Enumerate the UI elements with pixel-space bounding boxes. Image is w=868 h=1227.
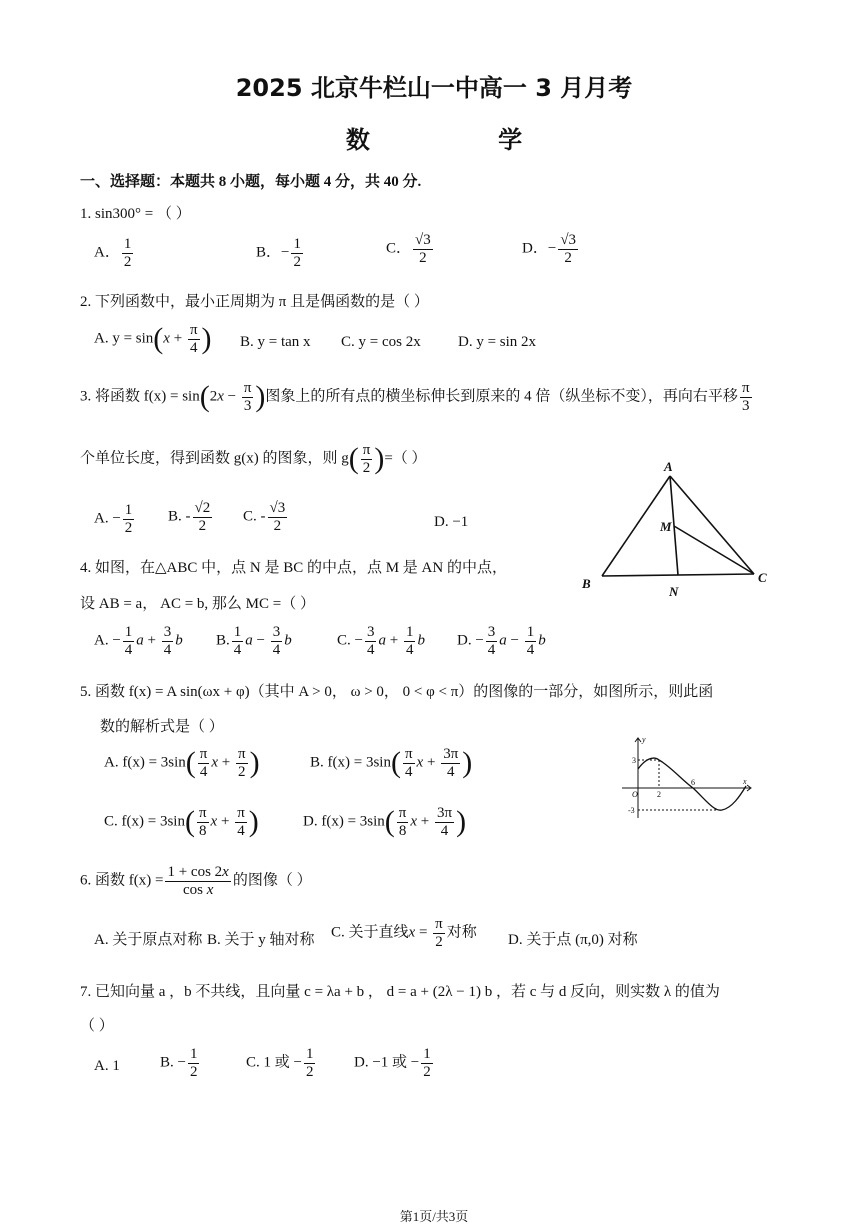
q6-option-c: C. 关于直线x = $\frac{\pi}{2}$ 对称 xyxy=(331,916,477,950)
triangle-figure xyxy=(578,456,778,606)
option-label: B. - xyxy=(168,508,191,525)
q6-option-a: A. 关于原点对称 xyxy=(94,932,203,948)
q2-option-c: C. y = cos 2x xyxy=(341,334,421,350)
option-label: C. 关于直线 xyxy=(331,924,409,941)
q4-option-b: B. $\frac{1}{4}$ a − $\frac{3}{4}$ b xyxy=(216,624,292,658)
page-footer: 第1页/共3页 xyxy=(399,1209,469,1224)
question-1-stem: 1. sin300° = （ ） xyxy=(80,206,191,222)
side-ac xyxy=(670,476,754,574)
q1-option-d: D．− $\frac{√3}{2}$ xyxy=(522,232,577,266)
q7-option-b: B. − $\frac{1}{2}$ xyxy=(160,1046,198,1080)
question-5-stem-line1: 5. 函数 f(x) = A sin(ωx + φ)（其中 A > 0， ω > 0， 0 < φ < π）的图像的一部分，如图所示，则此函 xyxy=(80,684,714,700)
label-b: B xyxy=(582,576,591,591)
graph-tick-minus3: -3 xyxy=(628,806,635,815)
question-3-stem-line2: 个单位长度，得到函数 g(x) 的图象，则 g( $\frac{\pi}{2}$ )=（ ） xyxy=(80,442,427,476)
q5-option-b: B. f(x) = 3sin( $\frac{\pi}{4}$ x + $\frac{3\pi}{4}$ ) xyxy=(310,746,473,780)
option-label: A. f(x) = 3sin xyxy=(104,754,186,771)
option-label: A. − xyxy=(94,510,121,527)
q6-option-b: B. 关于 y 轴对称 xyxy=(207,932,315,948)
graph-origin-label: O xyxy=(632,790,638,799)
label-a: A xyxy=(664,459,673,474)
option-label: B. − xyxy=(160,1054,186,1071)
q2-option-b: B. y = tan x xyxy=(240,334,311,350)
option-label: B. f(x) = 3sin xyxy=(310,754,391,771)
option-label: A． xyxy=(94,244,120,261)
label-m: M xyxy=(660,519,672,534)
q7-option-a: A. 1 xyxy=(94,1058,120,1074)
question-2-stem: 2. 下列函数中，最小正周期为 π 且是偶函数的是（ ） xyxy=(80,294,429,310)
q2-option-d: D. y = sin 2x xyxy=(458,334,537,350)
question-7-paren: （ ） xyxy=(80,1018,114,1034)
q1-option-c: C． $\frac{√3}{2}$ xyxy=(386,232,431,266)
q5-option-d: D. f(x) = 3sin( $\frac{\pi}{8}$ x + $\frac{3\pi}{4}$ ) xyxy=(303,805,467,839)
q3-option-a: A. − $\frac{1}{2}$ xyxy=(94,502,133,536)
option-label: D. − xyxy=(457,632,484,649)
q3-option-c: C. - $\frac{√3}{2}$ xyxy=(243,500,286,534)
question-7-stem: 7. 已知向量 a ，b 不共线，且向量 c = λa + b ， d = a + (2λ − 1) b ，若 c 与 d 反向，则实数 λ 的值为 xyxy=(80,984,720,1000)
subject-title: 数 学 xyxy=(345,126,583,154)
graph-y-label: y xyxy=(642,735,646,744)
option-label: C. f(x) = 3sin xyxy=(104,813,185,830)
q3-option-b: B. - $\frac{√2}{2}$ xyxy=(168,500,211,534)
sine-graph-figure xyxy=(618,734,758,824)
option-label: D. f(x) = 3sin xyxy=(303,813,385,830)
graph-tick-6: 6 xyxy=(691,778,695,787)
option-label: A. y = sin xyxy=(94,330,154,347)
graph-tick-2: 2 xyxy=(657,790,661,799)
option-label: D. −1 或 − xyxy=(354,1054,420,1071)
option-label: B. xyxy=(216,632,230,649)
question-3-stem-line1: 3. 将函数 f(x) = sin(2x − $\frac{\pi}{3}$ )图象上的所有点的横坐标伸长到原来的 4 倍（纵坐标不变），再向右平移 $\frac{\pi}{3}$ xyxy=(80,380,750,414)
option-label: C. − xyxy=(337,632,363,649)
q1-option-b: B．− $\frac{1}{2}$ xyxy=(256,236,301,270)
question-5-stem-line2: 数的解析式是（ ） xyxy=(100,719,224,735)
label-n: N xyxy=(669,584,679,599)
q7-option-d: D. −1 或 − $\frac{1}{2}$ xyxy=(354,1046,431,1080)
q1-option-a: A． $\frac{1}{2}$ xyxy=(94,236,132,270)
option-label: C. 1 或 − xyxy=(246,1054,302,1071)
graph-x-label: x xyxy=(743,777,747,786)
option-label: C. - xyxy=(243,508,266,525)
option-label: B． xyxy=(256,244,282,261)
q2-option-a: A. y = sin(x + $\frac{\pi}{4}$ ) xyxy=(94,322,212,356)
q4-option-c: C. − $\frac{3}{4}$ a + $\frac{1}{4}$ b xyxy=(337,624,425,658)
option-label: A. − xyxy=(94,632,121,649)
graph-tick-3: 3 xyxy=(632,756,636,765)
option-label: D． xyxy=(522,240,548,257)
segment-mc xyxy=(674,526,754,574)
option-label: C． xyxy=(386,240,412,257)
q4-option-d: D. − $\frac{3}{4}$ a − $\frac{1}{4}$ b xyxy=(457,624,546,658)
q5-option-c: C. f(x) = 3sin( $\frac{\pi}{8}$ x + $\frac{\pi}{4}$ ) xyxy=(104,805,259,839)
q3-option-d: D. −1 xyxy=(434,514,469,530)
question-4-stem-line2: 设 AB = a， AC = b, 那么 MC =（ ） xyxy=(80,596,315,612)
page-title: 2025 北京牛栏山一中高一 3 月月考 xyxy=(235,74,633,102)
q4-option-a: A. − $\frac{1}{4}$ a + $\frac{3}{4}$ b xyxy=(94,624,183,658)
q5-option-a: A. f(x) = 3sin( $\frac{\pi}{4}$ x + $\frac{\pi}{2}$ ) xyxy=(104,746,260,780)
question-6-stem: 6. 函数 f(x) = $\frac{1 + \cos 2x}{\text{cos x}}$ 的图像（ ） xyxy=(80,864,312,898)
question-4-stem-line1: 4. 如图，在△ABC 中，点 N 是 BC 的中点，点 M 是 AN 的中点， xyxy=(80,560,507,576)
q6-option-d: D. 关于点 (π,0) 对称 xyxy=(508,932,638,948)
q7-option-c: C. 1 或 − $\frac{1}{2}$ xyxy=(246,1046,314,1080)
section-heading: 一、选择题：本题共 8 小题，每小题 4 分，共 40 分. xyxy=(80,174,422,190)
label-c: C xyxy=(758,570,767,585)
